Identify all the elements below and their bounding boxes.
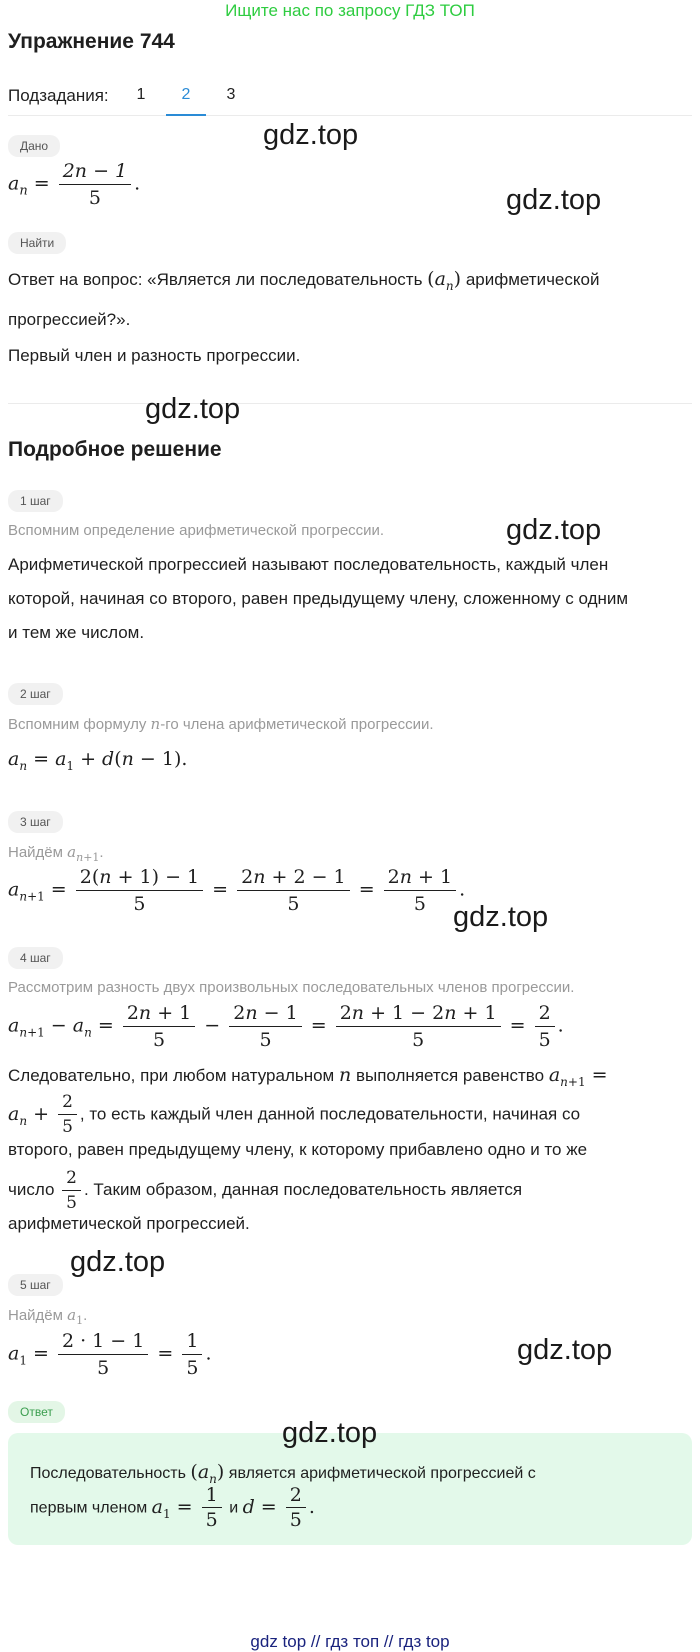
divider — [8, 403, 692, 404]
step4-pill: 4 шаг — [8, 947, 63, 969]
step2-formula: $a_n = a_1 + d(n - 1)$. — [8, 748, 188, 773]
given-formula: $a_n$ = $\frac{2n - 1}{5}$ . — [8, 160, 141, 209]
step3-pill: 3 шаг — [8, 811, 63, 833]
step4-text-5: арифметической прогрессией. — [8, 1214, 250, 1233]
step2-hint: Вспомним формулу n-го члена арифметической прогрессии. — [8, 715, 434, 733]
step4-text-3: второго, равен предыдущему члену, к которому прибавлено одно и то же — [8, 1140, 588, 1159]
step4-formula: $a_{n+1} - a_n$ = $\frac{2n + 1}{5}$ − $\frac{2n - 1}{5}$ = $\frac{2n + 1 - 2n + 1}{5}$ = $\frac{2}{5}$ . — [8, 1002, 564, 1051]
watermark: gdz.top — [263, 119, 359, 151]
step4-text-4: число $\frac{2}{5}$ . Таким образом, данная последовательность является — [8, 1168, 523, 1213]
footer-links[interactable]: gdz top // гдз топ // гдз top — [250, 1632, 450, 1651]
step4-text-2: $a_n$ + $\frac{2}{5}$ , то есть каждый член данной последовательности, начиная со — [8, 1092, 581, 1137]
find-pill: Найти — [8, 232, 66, 254]
step5-hint: Найдём $a_1$. — [8, 1306, 88, 1327]
step4-text: Следовательно, при любом натуральном n выполняется равенство $a_{n+1}$ = — [8, 1064, 608, 1089]
answer-line-1: Последовательность $(a_n)$ является арифметической прогрессией с — [30, 1461, 536, 1486]
step1-hint: Вспомним определение арифметической прогрессии. — [8, 522, 385, 539]
watermark: gdz.top — [453, 901, 549, 933]
page-title: Упражнение 744 — [8, 30, 175, 53]
tab-subtask-3[interactable]: 3 — [226, 86, 236, 103]
given-pill: Дано — [8, 135, 60, 157]
watermark: gdz.top — [282, 1417, 378, 1449]
search-banner: Ищите нас по запросу ГДЗ ТОП — [225, 1, 475, 20]
step1-pill: 1 шаг — [8, 490, 63, 512]
watermark: gdz.top — [145, 393, 241, 425]
find-question: Ответ на вопрос: «Является ли последовательность $(a_n)$ арифметической прогрессией?». — [8, 268, 600, 329]
find-item: Первый член и разность прогрессии. — [8, 346, 301, 365]
step4-hint: Рассмотрим разность двух произвольных последовательных членов прогрессии. — [8, 979, 575, 996]
solution-heading: Подробное решение — [8, 438, 222, 461]
step5-pill: 5 шаг — [8, 1274, 63, 1296]
watermark: gdz.top — [506, 184, 602, 216]
step2-pill: 2 шаг — [8, 683, 63, 705]
tab-subtask-2[interactable]: 2 — [166, 86, 206, 116]
subtasks-bar — [8, 80, 692, 116]
answer-pill: Ответ — [8, 1401, 65, 1423]
step3-formula: $a_{n+1}$ = $\frac{2(n + 1) - 1}{5}$ = $\frac{2n + 2 - 1}{5}$ = $\frac{2n + 1}{5}$ . — [8, 866, 466, 915]
tab-subtask-1[interactable]: 1 — [136, 86, 146, 103]
watermark: gdz.top — [506, 514, 602, 546]
step5-formula: $a_1$ = $\frac{2 \cdot 1 - 1}{5}$ = $\frac{1}{5}$ . — [8, 1330, 212, 1379]
step3-hint: Найдём $a_{n+1}$. — [8, 843, 104, 864]
subtasks-label: Подзадания: — [8, 86, 109, 105]
step1-text: Арифметической прогрессией называют последовательность, каждый член которой, начиная со второго, равен предыдущему члену, сложенному с одним и тем же числом. — [8, 555, 629, 642]
answer-line-2: первым членом $a_1$ = $\frac{1}{5}$ и d = $\frac{2}{5}$ . — [30, 1484, 315, 1531]
watermark: gdz.top — [517, 1334, 613, 1366]
watermark: gdz.top — [70, 1246, 166, 1278]
